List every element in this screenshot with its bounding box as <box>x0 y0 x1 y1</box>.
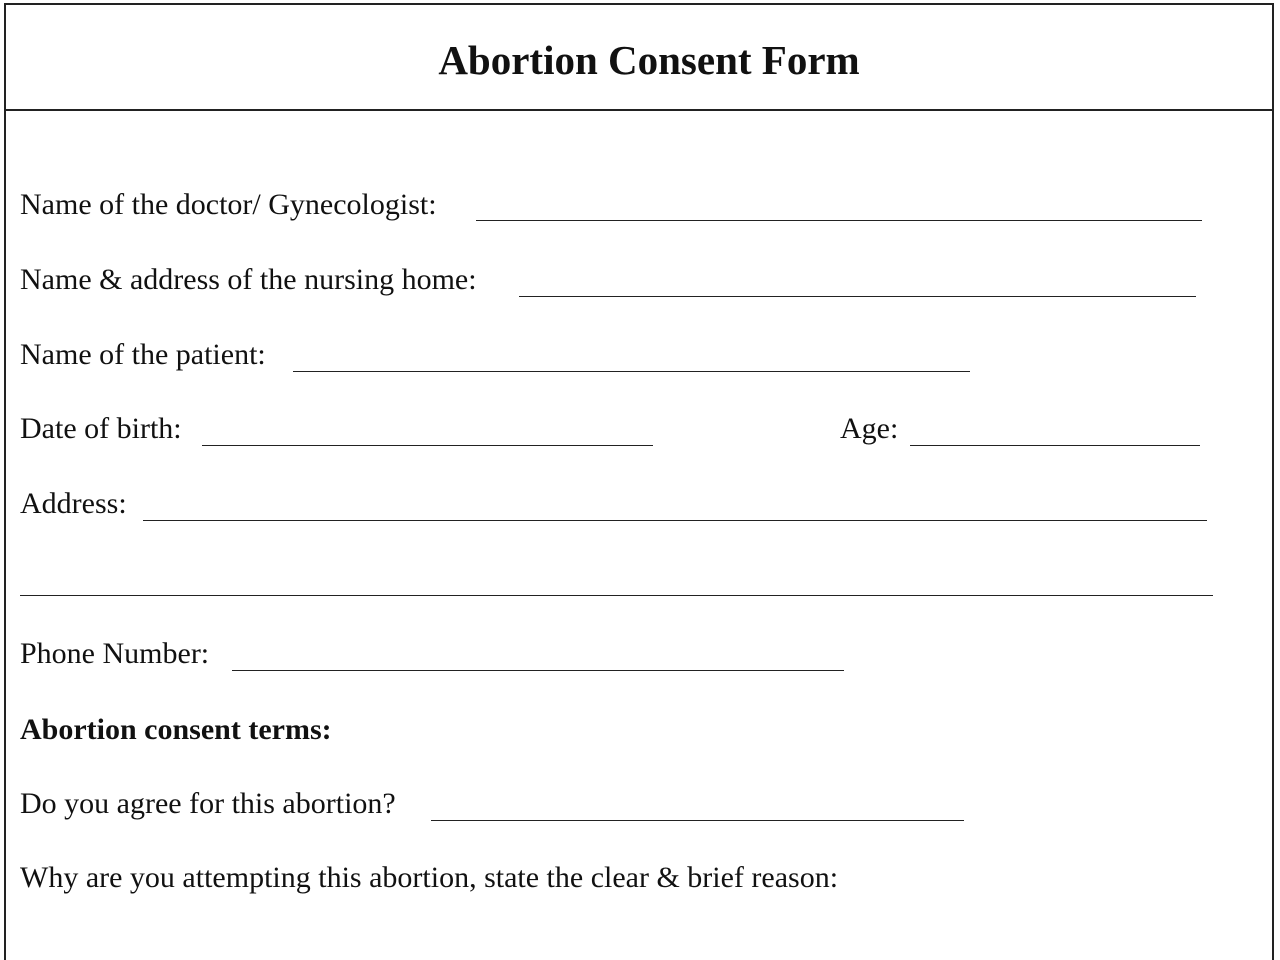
agree-label: Do you agree for this abortion? <box>20 787 396 820</box>
address-input-line-1[interactable] <box>143 520 1207 521</box>
phone-input-line[interactable] <box>232 670 844 671</box>
patient-label: Name of the patient: <box>20 338 266 371</box>
agree-input-line[interactable] <box>431 820 964 821</box>
nursing-home-input-line[interactable] <box>519 296 1196 297</box>
age-label: Age: <box>840 412 899 445</box>
phone-label: Phone Number: <box>20 637 210 670</box>
doctor-input-line[interactable] <box>476 220 1202 221</box>
patient-input-line[interactable] <box>293 371 970 372</box>
age-input-line[interactable] <box>910 445 1200 446</box>
address-label: Address: <box>20 487 127 520</box>
doctor-label: Name of the doctor/ Gynecologist: <box>20 188 437 221</box>
address-input-line-2[interactable] <box>20 595 1213 596</box>
form-title: Abortion Consent Form <box>438 37 860 83</box>
nursing-home-label: Name & address of the nursing home: <box>20 263 477 296</box>
terms-heading: Abortion consent terms: <box>20 713 332 746</box>
reason-label: Why are you attempting this abortion, state the clear & brief reason: <box>20 861 839 894</box>
dob-label: Date of birth: <box>20 412 182 445</box>
dob-input-line[interactable] <box>202 445 653 446</box>
